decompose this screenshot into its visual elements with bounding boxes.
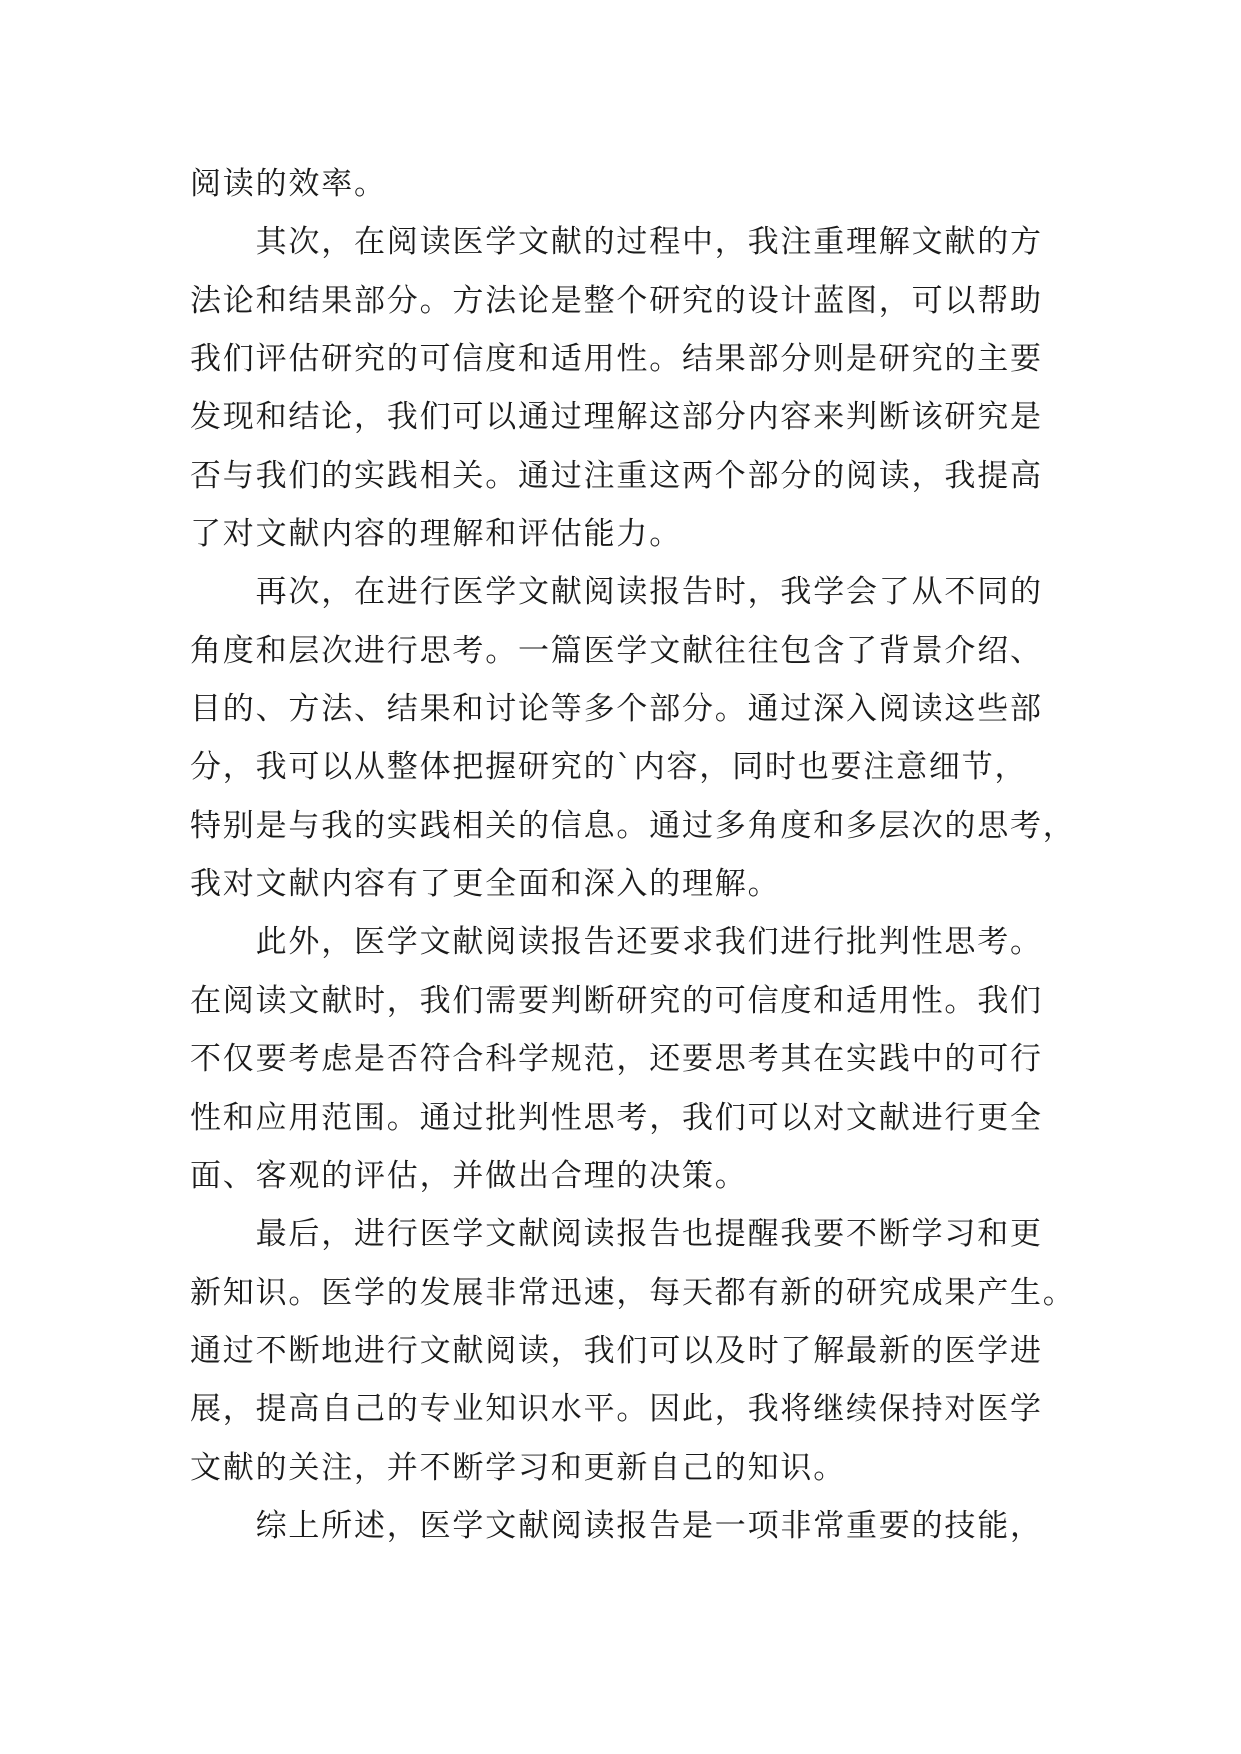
text-line: 面、客观的评估，并做出合理的决策。 [190, 1157, 748, 1194]
text-line: 综上所述，医学文献阅读报告是一项非常重要的技能， [190, 1507, 1043, 1544]
text-line: 此外，医学文献阅读报告还要求我们进行批判性思考。 [190, 924, 1043, 961]
text-line: 文献的关注，并不断学习和更新自己的知识。 [190, 1449, 846, 1486]
text-line: 目的、方法、结果和讨论等多个部分。通过深入阅读这些部 [190, 691, 1043, 728]
text-line: 展，提高自己的专业知识水平。因此，我将继续保持对医学 [190, 1391, 1043, 1428]
text-line: 法论和结果部分。方法论是整个研究的设计蓝图，可以帮助 [190, 282, 1043, 319]
text-line: 我对文献内容有了更全面和深入的理解。 [190, 866, 781, 903]
document-body [190, 155, 1076, 1555]
text-line: 分，我可以从整体把握研究的`内容，同时也要注意细节， [190, 749, 1028, 786]
text-line: 最后，进行医学文献阅读报告也提醒我要不断学习和更 [190, 1216, 1043, 1253]
text-line: 其次，在阅读医学文献的过程中，我注重理解文献的方 [190, 224, 1043, 261]
text-line: 我们评估研究的可信度和适用性。结果部分则是研究的主要 [190, 341, 1043, 378]
text-line: 发现和结论，我们可以通过理解这部分内容来判断该研究是 [190, 399, 1043, 436]
text-line: 阅读的效率。 [190, 166, 387, 202]
text-line: 新知识。医学的发展非常迅速，每天都有新的研究成果产生。 [190, 1274, 1076, 1311]
text-line: 否与我们的实践相关。通过注重这两个部分的阅读，我提高 [190, 457, 1043, 494]
text-line: 角度和层次进行思考。一篇医学文献往往包含了背景介绍、 [190, 632, 1043, 669]
text-line: 通过不断地进行文献阅读，我们可以及时了解最新的医学进 [190, 1332, 1043, 1369]
text-line: 性和应用范围。通过批判性思考，我们可以对文献进行更全 [190, 1099, 1043, 1136]
text-line: 再次，在进行医学文献阅读报告时，我学会了从不同的 [190, 574, 1043, 611]
text-line: 了对文献内容的理解和评估能力。 [190, 516, 682, 553]
text-line: 不仅要考虑是否符合科学规范，还要思考其在实践中的可行 [190, 1041, 1043, 1078]
text-line: 特别是与我的实践相关的信息。通过多角度和多层次的思考， [190, 807, 1076, 844]
text-line: 在阅读文献时，我们需要判断研究的可信度和适用性。我们 [190, 982, 1043, 1019]
